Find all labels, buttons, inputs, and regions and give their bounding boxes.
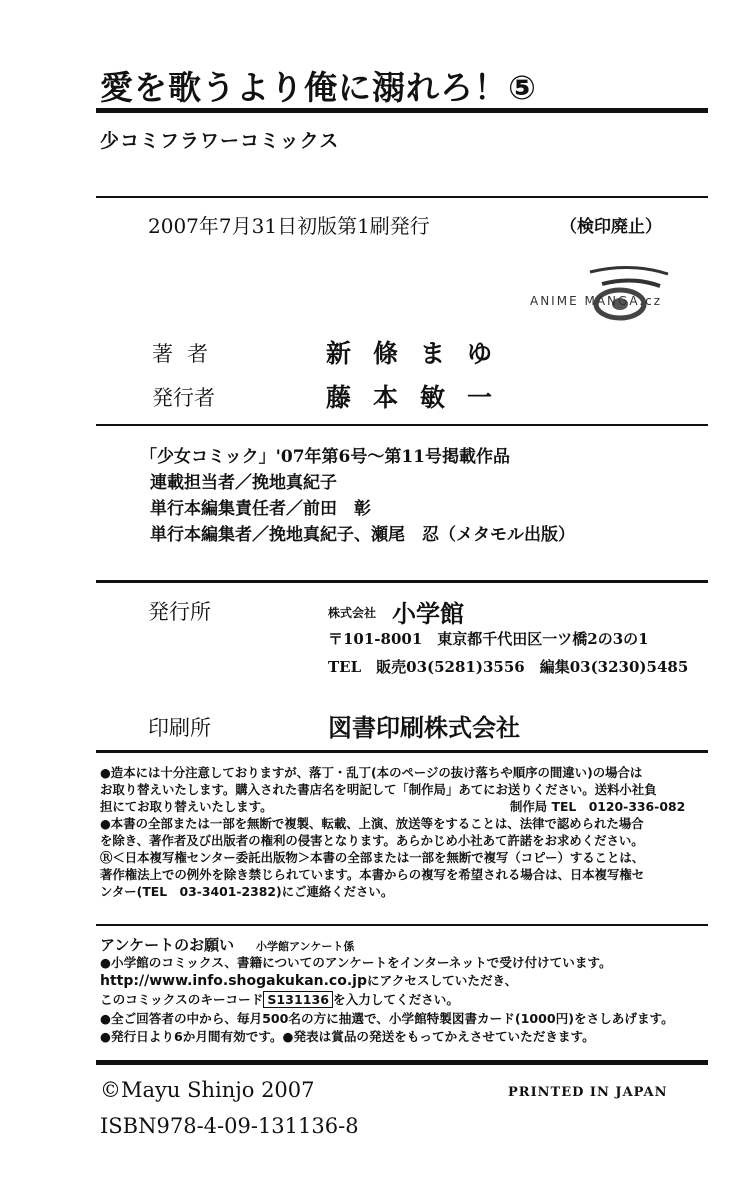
notices-divider xyxy=(96,924,708,926)
survey-divider xyxy=(96,1060,708,1065)
credit-line-4: 単行本編集者／挽地真紀子、瀬尾 忍（メタモル出版） xyxy=(150,525,575,545)
survey-line-4: ●全ご回答者の中から、毎月500名の方に抽選で、小学館特製図書カード(1000円)をさしあげます。 xyxy=(100,1011,674,1026)
series-divider xyxy=(96,196,708,198)
edition-date: 2007年7月31日初版第1刷発行 xyxy=(148,214,430,238)
book-title: 愛を歌うより俺に溺れろ！⑤ xyxy=(100,68,537,107)
author-name: 新條まゆ xyxy=(326,339,515,368)
isbn: ISBN978-4-09-131136-8 xyxy=(100,1114,359,1138)
notice-line: ●造本には十分注意しておりますが、落丁・乱丁(本のページの抜け落ちや順序の間違い)の場合は xyxy=(100,765,643,780)
notice-line: お取り替えいたします。購入された書店名を明記して「制作局」あてにお送りください。送料小社負 xyxy=(100,782,657,797)
office-label: 発行所 xyxy=(148,600,211,624)
title-divider xyxy=(96,108,708,113)
credit-line-3: 単行本編集責任者／前田 彰 xyxy=(150,499,371,519)
survey-code-prefix: このコミックスのキーコード xyxy=(100,992,264,1007)
publisher-name: 藤本敏一 xyxy=(326,383,515,412)
credit-line-1: 「少女コミック」'07年第6号～第11号掲載作品 xyxy=(140,447,511,467)
watermark-text: ANIME MANGA.cz xyxy=(530,294,663,308)
seal-abolished: （検印廃止） xyxy=(560,217,662,237)
author-label: 著者 xyxy=(152,342,222,366)
key-code: S131136 xyxy=(263,991,333,1008)
printed-in-japan: PRINTED IN JAPAN xyxy=(508,1085,668,1100)
survey-url-line xyxy=(100,972,517,991)
notice-line: 担にてお取り替えいたします。 xyxy=(100,799,273,814)
survey-heading: アンケートのお願い xyxy=(100,936,235,954)
notice-line: を除き、著作者及び出版者の権利の侵害となります。あらかじめ小社あて許諾をお求めください。 xyxy=(100,833,644,848)
copyright: ©Mayu Shinjo 2007 xyxy=(100,1078,315,1102)
notice-line: Ⓡ＜日本複写権センター委託出版物＞本書の全部または一部を無断で複写（コピー）することは、 xyxy=(100,850,645,865)
series-name: 少コミフラワーコミックス xyxy=(100,130,340,152)
credit-line-2: 連載担当者／挽地真紀子 xyxy=(150,473,337,493)
publisher-label: 発行者 xyxy=(152,386,215,410)
survey-line-5: ●発行日より6か月間有効です。●発表は賞品の発送をもってかえさせていただきます。 xyxy=(100,1029,595,1044)
company-address: 〒101-8001 東京都千代田区一ツ橋2の3の1 xyxy=(328,630,649,648)
people-divider xyxy=(96,424,708,426)
survey-code-suffix: を入力してください。 xyxy=(333,992,459,1007)
credits-divider xyxy=(96,580,708,583)
company-tel: TEL 販売03(5281)3556 編集03(3230)5485 xyxy=(328,658,689,676)
survey-url[interactable]: http://www.info.shogakukan.co.jp xyxy=(100,973,367,989)
survey-line-1: ●小学館のコミックス、書籍についてのアンケートをインターネットで受け付けています。 xyxy=(100,955,612,970)
notice-line: ●本書の全部または一部を無断で複製、転載、上演、放送等をすることは、法律で認められた場合 xyxy=(100,816,644,831)
company-prefix: 株式会社 xyxy=(328,606,377,620)
survey-url-suffix: にアクセスしていただき、 xyxy=(366,973,518,988)
survey-code-line xyxy=(100,991,459,1009)
printer-name: 図書印刷株式会社 xyxy=(328,713,520,742)
survey-subheading: 小学館アンケート係 xyxy=(256,940,355,953)
watermark-logo xyxy=(560,262,680,322)
notice-line: ンター(TEL 03-3401-2382)にご連絡ください。 xyxy=(100,884,394,899)
printer-divider xyxy=(96,750,708,753)
company-name: 小学館 xyxy=(392,599,464,628)
notice-line: 著作権法上での例外を除き禁じられています。本書からの複写を希望される場合は、日本複写権セ xyxy=(100,867,645,882)
printer-label: 印刷所 xyxy=(148,716,211,740)
notice-contact: 制作局 TEL 0120-336-082 xyxy=(510,799,686,814)
